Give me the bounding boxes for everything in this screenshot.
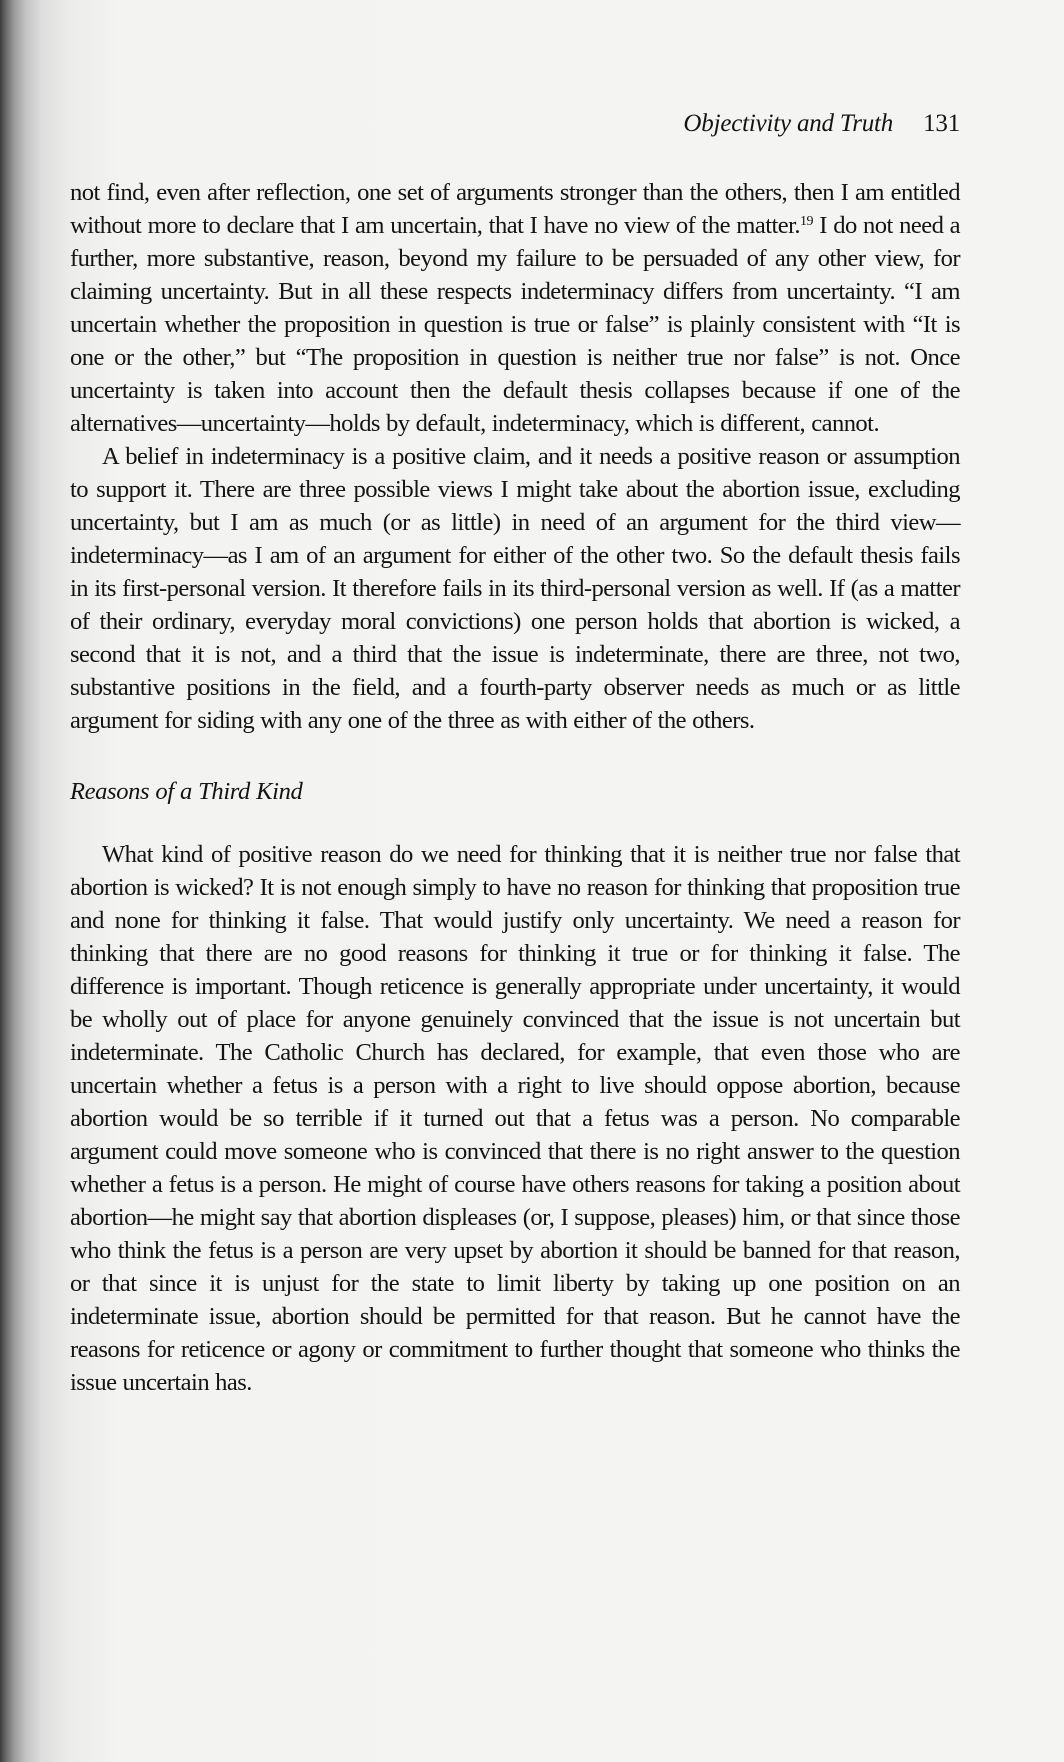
paragraph: What kind of positive reason do we need for thinking that it is neither true nor false that abortion is wicked? It is not enough simply to have no reason for thinking that proposition true and none for thinking it false. That would justify only uncertainty. We need a reason for thinking that there are no good reasons for thinking it true or for thinking it false. The difference is important. Though reticence is generally appropriate under uncertainty, it would be wholly out of place for anyone genuinely convinced that the issue is not uncertain but indeterminate. The Catholic Church has declared, for example, that even those who are uncertain whether a fetus is a person with a right to live should oppose abortion, because abortion would be so terrible if it turned out that a fetus was a person. No comparable argument could move someone who is convinced that there is no right answer to the question whether a fetus is a person. He might of course have others reasons for taking a position about abortion—he might say that abortion displeases (or, I suppose, pleases) him, or that since those who think the fetus is a person are very upset by abortion it should be banned for that reason, or that since it is unjust for the state to limit liberty by taking up one position on an indeterminate issue, abortion should be permitted for that reason. But he cannot have the reasons for reticence or agony or commitment to further thought that someone who thinks the issue uncertain has. — [70, 841, 960, 1396]
running-head-title: Objectivity and Truth — [683, 110, 894, 137]
section-heading: Reasons of a Third Kind — [70, 778, 303, 805]
paragraph: A belief in indeterminacy is a positive claim, and it needs a positive reason or assumption to support it. There are three possible views I might take about the abortion issue, excluding uncertainty, but I am as much (or as little) in need of an argument for the third view—indeterminacy—as I am of an argument for either of the other two. So the default thesis fails in its first-personal version. It therefore fails in its third-personal version as well. If (as a matter of their ordinary, everyday moral convictions) one person holds that abortion is wicked, a second that it is not, and a third that the issue is indeterminate, there are three, not two, substantive positions in the field, and a fourth-party observer needs as much or as little argument for siding with any one of the three as with either of the others. — [70, 443, 960, 734]
paragraph-text: not find, even after reflection, one set of arguments stronger than the others, then I am entitled without more to declare that I am uncertain, that I have no view of the matter. — [70, 179, 960, 239]
page-number: 131 — [923, 110, 960, 137]
body-text — [70, 176, 960, 1399]
footnote-reference: 19 — [800, 214, 813, 229]
running-head — [683, 110, 960, 138]
paragraph-continued — [70, 176, 960, 440]
paragraph-text: I do not need a further, more substantive, reason, beyond my failure to be persuaded of any other view, for claiming uncertainty. But in all these respects indeterminacy differs from uncertainty. “I am uncertain whether the proposition in question is true or false” is plainly consistent with “It is one or the other,” but “The proposition in question is neither true nor false” is not. Once uncertainty is taken into account then the default thesis collapses because if one of the alternatives—uncertainty—holds by default, indeterminacy, which is different, cannot. — [70, 212, 960, 437]
